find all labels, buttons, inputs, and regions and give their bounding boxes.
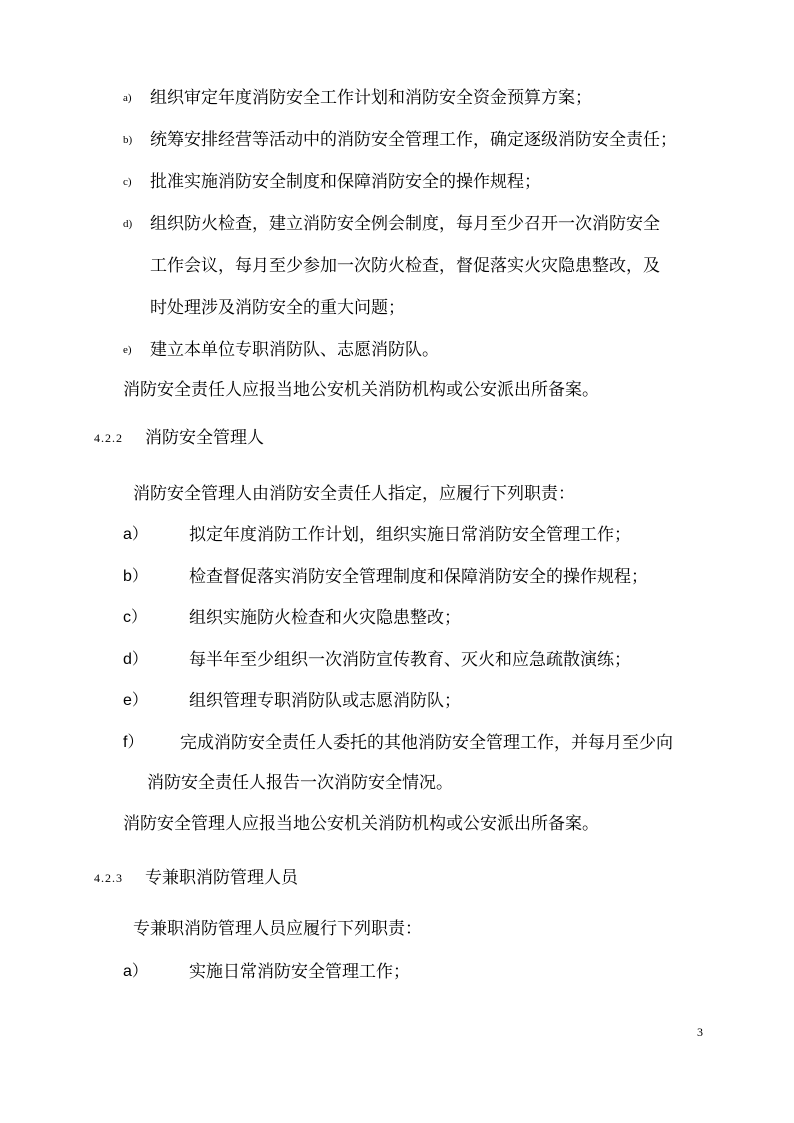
list-item-text: 组织管理专职消防队或志愿消防队； (189, 691, 461, 711)
list-item-text: 完成消防安全责任人委托的其他消防安全管理工作，并每月至少向 (180, 733, 673, 753)
list-marker: e) (123, 344, 132, 356)
paragraph: 消防安全管理人应报当地公安机关消防机构或公安派出所备案。 (123, 814, 599, 834)
paragraph: 专兼职消防管理人员应履行下列职责： (133, 919, 422, 939)
list-marker: c) (123, 176, 132, 188)
list-marker: c） (123, 609, 148, 626)
section-title: 消防安全管理人 (145, 428, 264, 448)
list-item-text: 检查督促落实消防安全管理制度和保障消防安全的操作规程； (189, 567, 648, 587)
section-title: 专兼职消防管理人员 (145, 868, 298, 888)
list-marker: f） (123, 734, 144, 751)
list-item-continuation: 时处理涉及消防安全的重大问题； (150, 298, 405, 318)
list-item-text: 统筹安排经营等活动中的消防安全管理工作，确定逐级消防安全责任； (150, 130, 677, 150)
list-item-text: 组织实施防火检查和火灾隐患整改； (189, 608, 461, 628)
list-marker: b） (123, 568, 148, 585)
section-number: 4.2.2 (94, 431, 123, 445)
list-marker: a) (123, 92, 132, 104)
list-marker: d） (123, 651, 148, 668)
list-item-text: 建立本单位专职消防队、志愿消防队。 (150, 340, 439, 360)
page-number: 3 (697, 1025, 703, 1039)
paragraph: 消防安全管理人由消防安全责任人指定，应履行下列职责： (133, 484, 575, 504)
list-item-text: 组织审定年度消防安全工作计划和消防安全资金预算方案； (150, 88, 592, 108)
list-item-text: 拟定年度消防工作计划，组织实施日常消防安全管理工作； (189, 525, 631, 545)
list-item-text: 每半年至少组织一次消防宣传教育、灭火和应急疏散演练； (189, 650, 631, 670)
section-number: 4.2.3 (94, 871, 123, 885)
list-item-text: 组织防火检查，建立消防安全例会制度，每月至少召开一次消防安全 (150, 214, 660, 234)
list-item-continuation: 消防安全责任人报告一次消防安全情况。 (147, 773, 453, 793)
list-marker: b) (123, 134, 133, 146)
list-item-text: 实施日常消防安全管理工作； (189, 962, 410, 982)
paragraph: 消防安全责任人应报当地公安机关消防机构或公安派出所备案。 (123, 380, 599, 400)
list-marker: a） (123, 963, 148, 980)
list-marker: e） (123, 692, 148, 709)
list-item-text: 批准实施消防安全制度和保障消防安全的操作规程； (150, 172, 541, 192)
list-marker: d) (123, 218, 133, 230)
list-item-continuation: 工作会议，每月至少参加一次防火检查，督促落实火灾隐患整改，及 (150, 256, 660, 276)
list-marker: a） (123, 526, 148, 543)
